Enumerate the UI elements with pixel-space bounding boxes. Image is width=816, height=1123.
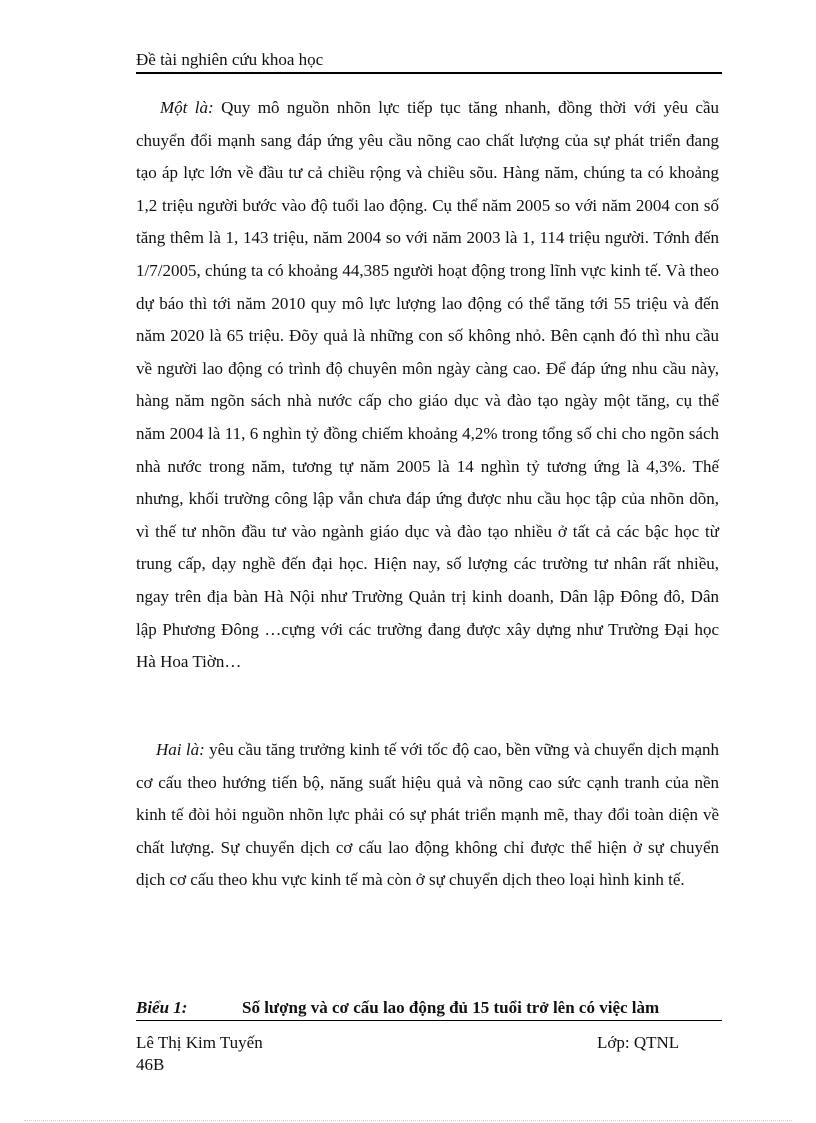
paragraph-2-lead: Hai là: xyxy=(156,740,205,759)
paragraph-1-text: Quy mô nguồn nhõn lực tiếp tục tăng nhanh, đồng thời với yêu cầu chuyển đổi mạnh sang đáp ứng yêu cầu nõng cao chất lượng của sự phát triển đang tạo áp lực lớn về đầu tư cả chiều rộng và chiều sõu. Hàng năm, chúng ta có khoảng 1,2 triệu người bước vào độ tuổi lao động. Cụ thể năm 2005 so với năm 2004 con số tăng thêm là 1, 143 triệu, năm 2004 so với năm 2003 là 1, 114 triệu người. Tớnh đến 1/7/2005, chúng ta có khoảng 44,385 người hoạt động trong lĩnh vực kinh tế. Và theo dự báo thì tới năm 2010 quy mô lực lượng lao động có thể tăng tới 55 triệu và đến năm 2020 là 65 triệu. Đõy quả là những con số không nhỏ. Bên cạnh đó thì nhu cầu về người lao động có trình độ chuyên môn ngày càng cao. Để đáp ứng nhu cầu này, hàng năm ngõn sách nhà nước cấp cho giáo dục và đào tạo ngày một tăng, cụ thể năm 2004 là 11, 6 nghìn tỷ đồng chiếm khoảng 4,2% trong tổng số chi cho ngõn sách nhà nước trong năm, tương tự năm 2005 là 14 nghìn tỷ tương ứng là 4,3%. Thế nhưng, khối trường công lập vẫn chưa đáp ứng được nhu cầu học tập của nhõn dõn, vì thế tư nhõn đầu tư vào ngành giáo dục và đào tạo nhiều ở tất cả các bậc học từ trung cấp, dạy nghề đến đại học. Hiện nay, số lượng các trường tư nhân rất nhiều, ngay trên địa bàn Hà Nội như Trường Quản trị kinh doanh, Dân lập Đông đô, Dân lập Phương Đông …cựng với các trường đang được xây dựng như Trường Đại học Hà Hoa Tiờn… xyxy=(136,98,719,672)
paragraph-2 xyxy=(136,734,719,897)
page-footer-class xyxy=(597,1032,679,1054)
footer-class-label: Lớp: QTNL xyxy=(597,1033,680,1052)
paragraph-2-text: yêu cầu tăng trưởng kinh tế với tốc độ cao, bền vững và chuyển dịch mạnh cơ cấu theo hướng tiến bộ, năng suất hiệu quả và nõng cao sức cạnh tranh của nền kinh tế đòi hỏi nguồn nhõn lực phải có sự phát triển mạnh mẽ, thay đổi toàn diện về chất lượng. Sự chuyển dịch cơ cấu lao động không chỉ được thể hiện ở sự chuyển dịch cơ cấu theo khu vực kinh tế mà còn ở sự chuyển dịch theo loại hình kinh tế. xyxy=(136,740,719,890)
page-header xyxy=(136,48,722,74)
footer-author-name: Lê Thị Kim Tuyến xyxy=(136,1033,263,1052)
caption-label: Biểu 1: xyxy=(136,998,188,1017)
page-footer-author xyxy=(136,1032,263,1076)
caption-title: Số lượng và cơ cấu lao động đủ 15 tuổi trở lên có việc làm xyxy=(242,998,660,1017)
table-caption xyxy=(136,996,722,1021)
footer-cohort: 46B xyxy=(136,1055,165,1074)
page-bottom-edge xyxy=(24,1120,792,1121)
header-title: Đề tài nghiên cứu khoa học xyxy=(136,50,324,69)
paragraph-1-lead: Một là: xyxy=(160,98,214,117)
paragraph-1 xyxy=(136,92,719,679)
